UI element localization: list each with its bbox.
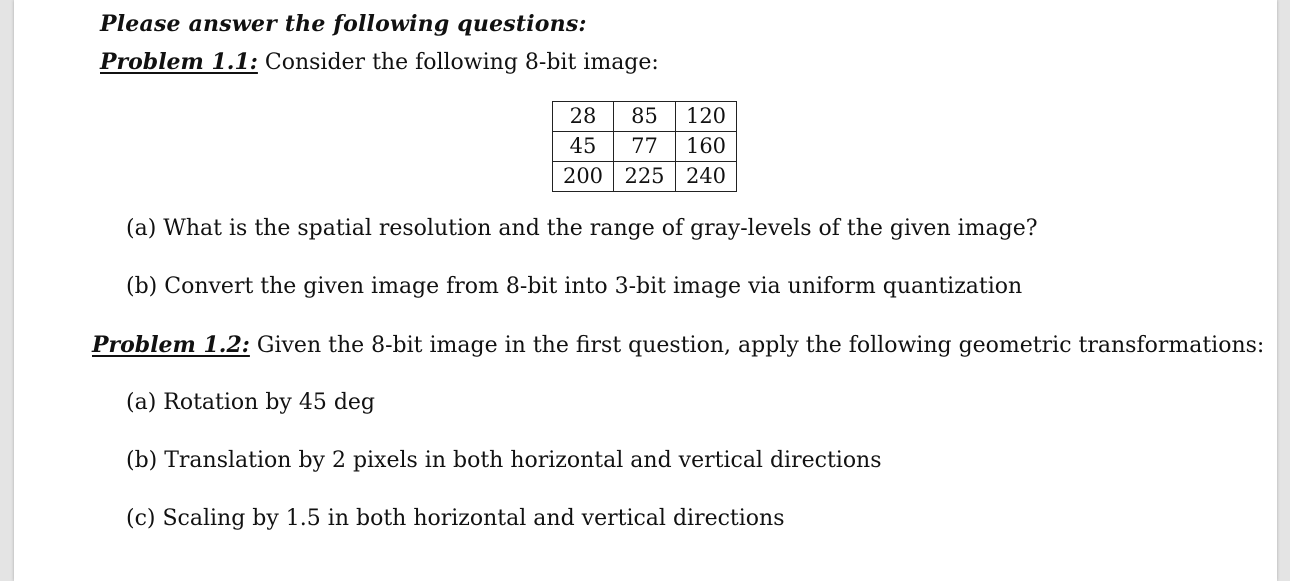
table-cell: 28 xyxy=(553,102,614,132)
problem-1-2-label: Problem 1.2: xyxy=(92,332,250,358)
table-cell: 45 xyxy=(553,132,614,162)
table-cell: 77 xyxy=(614,132,676,162)
pixel-value-table xyxy=(552,101,737,192)
problem-1-2-statement xyxy=(92,332,1264,358)
table-cell: 225 xyxy=(614,162,676,192)
table-cell: 85 xyxy=(614,102,676,132)
document-page xyxy=(14,0,1277,581)
table-cell: 160 xyxy=(676,132,737,162)
problem-1-2-text: Given the 8-bit image in the first question, apply the following geometric transformations: xyxy=(249,333,1265,358)
problem-1-1-text: Consider the following 8-bit image: xyxy=(257,50,659,75)
problem-1-2-item-c: (c) Scaling by 1.5 in both horizontal and vertical directions xyxy=(126,506,785,531)
problem-1-1-statement xyxy=(100,49,659,75)
problem-1-2-item-a: (a) Rotation by 45 deg xyxy=(126,390,376,415)
problem-1-1-item-a: (a) What is the spatial resolution and the range of gray-levels of the given image? xyxy=(126,216,1038,241)
table-cell: 200 xyxy=(553,162,614,192)
problem-1-2-item-b: (b) Translation by 2 pixels in both horizontal and vertical directions xyxy=(126,448,882,473)
table-cell: 240 xyxy=(676,162,737,192)
table-row xyxy=(553,162,737,192)
table-row xyxy=(553,132,737,162)
problem-1-1-item-b: (b) Convert the given image from 8-bit into 3-bit image via uniform quantization xyxy=(126,274,1023,299)
table-cell: 120 xyxy=(676,102,737,132)
problem-1-1-label: Problem 1.1: xyxy=(100,49,258,75)
page-heading: Please answer the following questions: xyxy=(100,11,587,37)
table-row xyxy=(553,102,737,132)
